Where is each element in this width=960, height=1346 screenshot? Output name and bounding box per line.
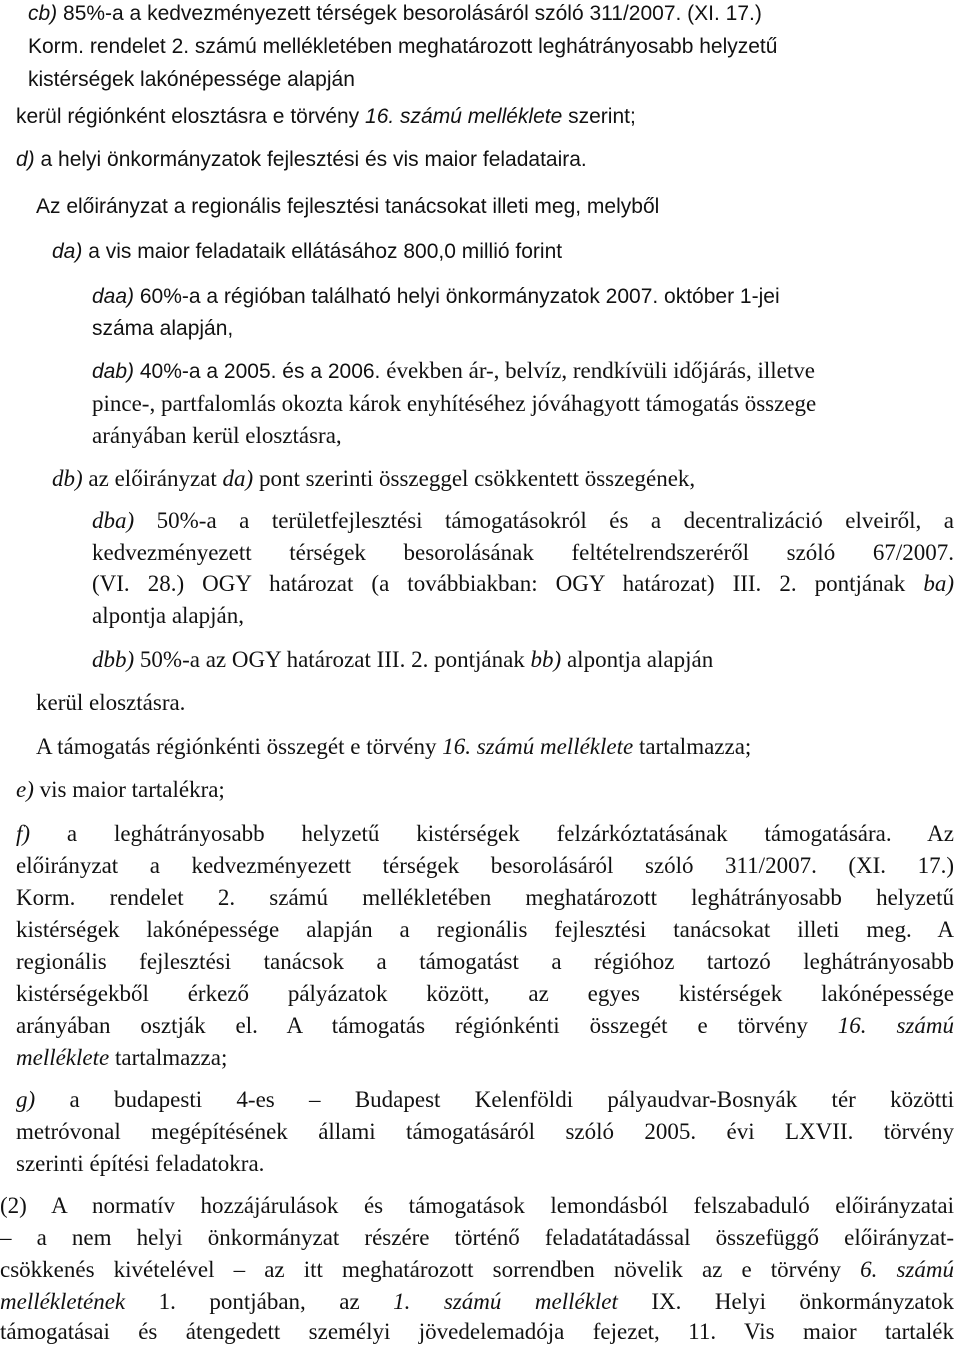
- text-line: daa) 60%-a a régióban található helyi önkormányzatok 2007. október 1-jei: [92, 285, 780, 308]
- text-line: pince-, partfalomlás okozta károk enyhítéséhez jóváhagyott támogatás összege: [92, 391, 817, 416]
- text-line: arányában osztják el. A támogatás régiónkénti összegét e törvény 16. számú: [16, 1013, 954, 1038]
- text-line: kedvezményezett térségek besorolásának feltételrendszeréről szóló 67/2007.: [92, 540, 954, 565]
- text-line: db) az előirányzat da) pont szerinti összeggel csökkentett összegének,: [52, 466, 696, 491]
- text-line: Korm. rendelet 2. számú mellékletében meghatározott leghátrányosabb helyzetű: [28, 35, 778, 58]
- text-line: száma alapján,: [92, 317, 234, 340]
- text-line: kistérségekből érkező pályázatok között, az egyes kistérségek lakónépessége: [16, 981, 954, 1006]
- text-line: dbb) 50%-a az OGY határozat III. 2. pontjának bb) alpontja alapján: [92, 647, 714, 672]
- text-line: regionális fejlesztési tanácsok a támogatást a régióhoz tartozó leghátrányosabb: [16, 949, 954, 974]
- text-line: (2) A normatív hozzájárulások és támogatások lemondásból felszabaduló előirányzatai: [0, 1193, 954, 1218]
- text-line: mellékletének 1. pontjában, az 1. számú melléklet IX. Helyi önkormányzatok: [0, 1289, 955, 1314]
- text-line: kistérségek lakónépessége alapján a regionális fejlesztési tanácsokat illeti meg. A: [16, 917, 954, 942]
- text-line: dab) 40%-a a 2005. és a 2006. években ár-, belvíz, rendkívüli időjárás, illetve: [92, 358, 815, 383]
- text-line: csökkenés kivételével – az itt meghatározott sorrendben növelik az e törvény 6. számú: [0, 1257, 954, 1282]
- text-line: szerinti építési feladatokra.: [16, 1151, 265, 1176]
- text-line: előirányzat a kedvezményezett térségek besorolásáról szóló 311/2007. (XI. 17.): [16, 853, 954, 878]
- text-line: d) a helyi önkormányzatok fejlesztési és vis maior feladataira.: [16, 148, 587, 171]
- text-line: A támogatás régiónkénti összegét e törvény 16. számú melléklete tartalmazza;: [36, 734, 752, 759]
- text-line: e) vis maior tartalékra;: [16, 777, 225, 802]
- text-line: támogatásai és átengedett személyi jövedelemadója fejezet, 11. Vis maior tartalék: [0, 1319, 954, 1344]
- text-line: cb) 85%-a a kedvezményezett térségek besorolásáról szóló 311/2007. (XI. 17.): [28, 2, 762, 25]
- text-line: melléklete tartalmazza;: [16, 1045, 228, 1070]
- text-line: Korm. rendelet 2. számú mellékletében meghatározott leghátrányosabb helyzetű: [16, 885, 954, 910]
- text-line: da) a vis maior feladataik ellátásához 800,0 millió forint: [52, 240, 563, 263]
- text-line: – a nem helyi önkormányzat részére történő feladatátadással összefüggő előirányzat-: [0, 1225, 954, 1250]
- text-line: alpontja alapján,: [92, 603, 244, 628]
- text-line: kerül elosztásra.: [36, 690, 186, 715]
- text-line: g) a budapesti 4-es – Budapest Kelenföldi pályaudvar-Bosnyák tér közötti: [16, 1087, 954, 1112]
- text-line: arányában kerül elosztásra,: [92, 423, 342, 448]
- text-line: metróvonal megépítésének állami támogatásáról szóló 2005. évi LXVII. törvény: [16, 1119, 954, 1144]
- text-line: f) a leghátrányosabb helyzetű kistérségek felzárkóztatásának támogatására. Az: [16, 821, 954, 846]
- text-line: dba) 50%-a a területfejlesztési támogatásokról és a decentralizáció elveiről, a: [92, 508, 954, 533]
- text-line: Az előirányzat a regionális fejlesztési tanácsokat illeti meg, melyből: [36, 195, 660, 218]
- text-line: kerül régiónként elosztásra e törvény 16. számú melléklete szerint;: [16, 105, 636, 128]
- text-line: (VI. 28.) OGY határozat (a továbbiakban: OGY határozat) III. 2. pontjának ba): [92, 571, 954, 596]
- text-line: kistérségek lakónépessége alapján: [28, 68, 355, 91]
